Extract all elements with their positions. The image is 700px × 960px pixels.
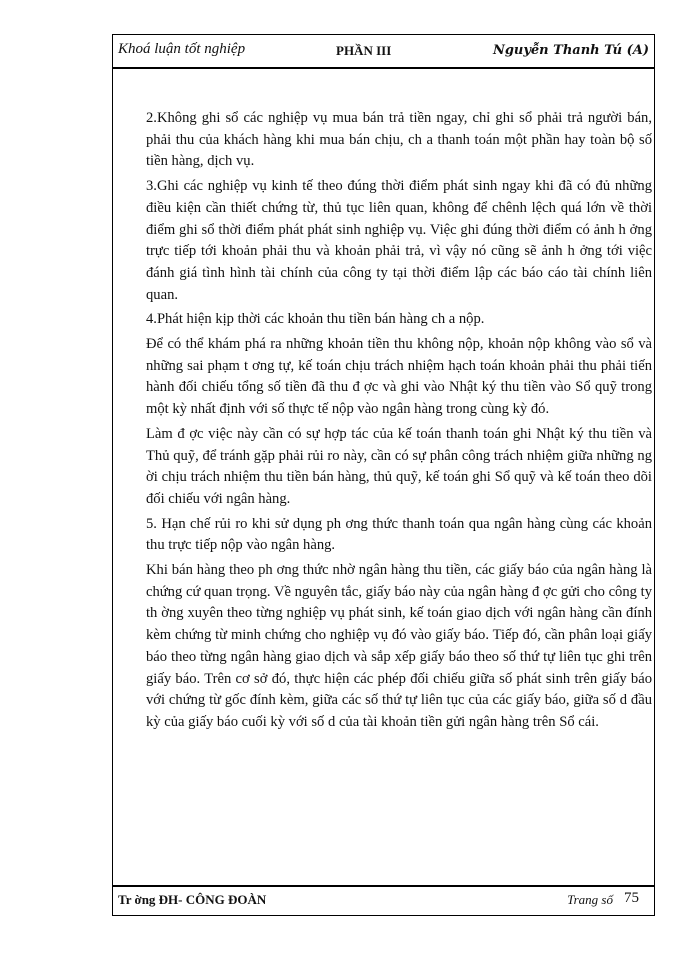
paragraph: Để có thể khám phá ra những khoản tiền thu không nộp, khoản nộp không vào sổ và những sai phạm t ơng tự, kế toán chịu trách nhiệm hạch toán khoản phải thu phải tiến hành đối chiếu tổng số tiền đã thu đ ợc và ghi vào Nhật ký thu tiền vào Sổ quỹ trong một kỳ nhất định với số thực tế nộp vào ngân hàng trong cùng kỳ đó. (146, 336, 652, 418)
paragraph: 3.Ghi các nghiệp vụ kinh tế theo đúng thời điểm phát sinh ngay khi đã có đủ những điều kiện cần thiết chứng từ, thủ tục liên quan, không để chênh lệch quá lớn về thời điểm ghi sổ thời điểm phát phát sinh nghiệp vụ. Việc ghi đúng thời điểm có ảnh h ởng trực tiếp tới khoản phải thu và khoản phải trả, vì vậy nó cũng sẽ ảnh h ởng tới việc đánh giá tình hình tài chính của công ty tại thời điểm lập các báo cáo tài chính liên quan. (146, 178, 652, 303)
footer-page-label: Trang số (567, 892, 613, 907)
page-header (112, 38, 655, 64)
frame-top-line (112, 34, 655, 35)
footer-school: Tr ờng ĐH- CÔNG ĐOÀN (118, 892, 267, 907)
header-section: PHẦN III (336, 43, 392, 58)
paragraph: 5. Hạn chế rủi ro khi sử dụng ph ơng thức thanh toán qua ngân hàng cùng các khoản thu trực tiếp nộp vào ngân hàng. (146, 515, 652, 554)
footer-page-number: 75 (624, 890, 639, 906)
header-author: Nguyễn Thanh Tú (A) (492, 43, 649, 58)
frame-bottom-line (112, 915, 655, 916)
header-rule (112, 67, 655, 69)
paragraph: Làm đ ợc việc này cần có sự hợp tác của kế toán thanh toán ghi Nhật ký thu tiền và Thủ quỹ, để tránh gặp phải rủi ro này, cần có sự phân công trách nhiệm giữa những ng ời chịu trách nhiệm thu tiền bán hàng, thủ quỹ, kế toán ghi Sổ quỹ và kế toán theo dõi đối chiếu với ngân hàng. (146, 425, 652, 507)
frame-right-line (654, 34, 655, 916)
header-left-title: Khoá luận tốt nghiệp (118, 41, 246, 57)
paragraph: 4.Phát hiện kịp thời các khoản thu tiền bán hàng ch a nộp. (146, 311, 485, 328)
body-text (146, 108, 652, 737)
page-footer (112, 889, 655, 913)
paragraph: 2.Không ghi sổ các nghiệp vụ mua bán trả tiền ngay, chỉ ghi sổ phải trả người bán, phải thu của khách hàng khi mua bán chịu, ch a thanh toán một phần hay toàn bộ số tiền hàng, dịch vụ. (146, 110, 652, 170)
footer-rule (112, 885, 655, 887)
paragraph: Khi bán hàng theo ph ơng thức nhờ ngân hàng thu tiền, các giấy báo của ngân hàng là chứng cứ quan trọng. Về nguyên tắc, giấy báo này của ngân hàng đ ợc gửi cho công ty th ờng xuyên theo từng nghiệp vụ phát sinh, kế toán giao dịch với ngân hàng cần đính kèm chứng từ minh chứng cho nghiệp vụ đó vào giấy báo. Tiếp đó, cần phân loại giấy báo theo từng ngân hàng giao dịch và sắp xếp giấy báo theo số thứ tự liên tục ghi trên giấy báo. Trên cơ sở đó, thực hiện các phép đối chiếu giữa số phát sinh trên giấy báo với chứng từ gốc đính kèm, giữa các số thứ tự liên tục của các giấy báo, giữa số d đầu kỳ của giấy báo cuối kỳ với số d của tài khoản tiền gửi ngân hàng trên Sổ cái. (146, 562, 652, 730)
frame-left-line (112, 34, 113, 916)
